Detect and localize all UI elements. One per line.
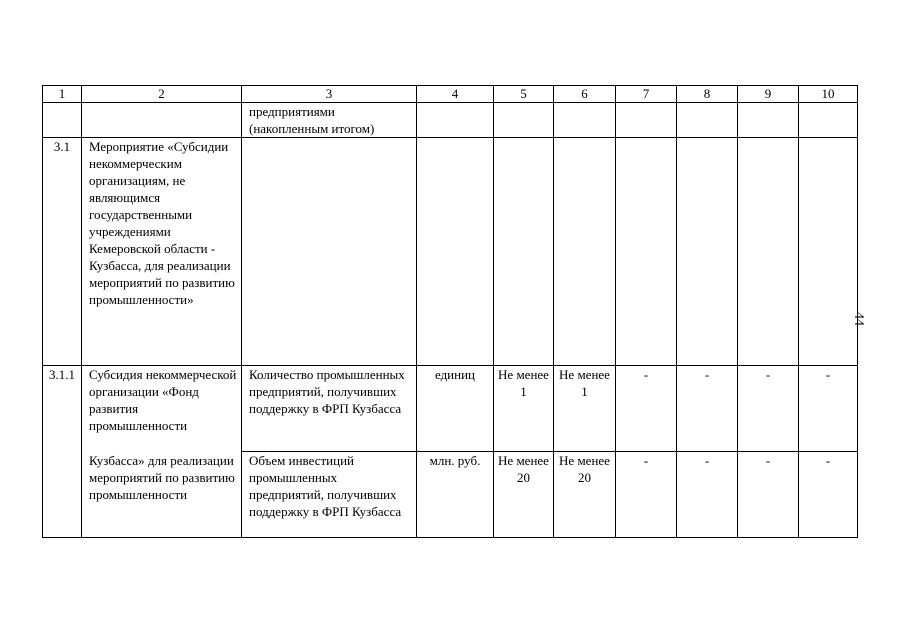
table-cell	[494, 103, 554, 138]
column-number-7: 7	[616, 86, 677, 103]
table-cell	[43, 452, 82, 538]
table-cell	[616, 138, 677, 366]
unit: млн. руб.	[417, 452, 494, 538]
table-cell	[554, 103, 616, 138]
table-row	[43, 366, 858, 452]
table-cell	[677, 103, 738, 138]
table-cell	[799, 103, 858, 138]
table-row	[43, 452, 858, 538]
column-number-row	[43, 86, 858, 103]
column-number-10: 10	[799, 86, 858, 103]
value-col-8: -	[677, 366, 738, 452]
subsidy-name: Субсидия некоммерческой организации «Фонд развития промышленности	[82, 366, 242, 452]
column-number-8: 8	[677, 86, 738, 103]
indicator-continuation: предприятиями (накопленным итогом)	[242, 103, 417, 138]
unit: единиц	[417, 366, 494, 452]
indicator-name: Количество промышленных предприятий, получивших поддержку в ФРП Кузбасса	[242, 366, 417, 452]
program-table	[42, 85, 858, 538]
column-number-1: 1	[43, 86, 82, 103]
table-cell	[43, 103, 82, 138]
value-col-6: Не менее 20	[554, 452, 616, 538]
column-number-9: 9	[738, 86, 799, 103]
table-cell	[738, 103, 799, 138]
value-col-5: Не менее 1	[494, 366, 554, 452]
item-number: 3.1.1	[43, 366, 82, 452]
item-number: 3.1	[43, 138, 82, 366]
table-cell	[494, 138, 554, 366]
column-number-4: 4	[417, 86, 494, 103]
table-cell	[554, 138, 616, 366]
value-col-9: -	[738, 366, 799, 452]
measure-name: Мероприятие «Субсидии некоммерческим организациям, не являющимся государственными учреждениями Кемеровской области - Кузбасса, для реализации мероприятий по развитию промышленности»	[82, 138, 242, 366]
column-number-2: 2	[82, 86, 242, 103]
indicator-name: Объем инвестиций промышленных предприятий, получивших поддержку в ФРП Кузбасса	[242, 452, 417, 538]
value-col-7: -	[616, 366, 677, 452]
value-col-5: Не менее 20	[494, 452, 554, 538]
value-col-10: -	[799, 452, 858, 538]
table-cell	[616, 103, 677, 138]
table-cell	[677, 138, 738, 366]
table-cell	[738, 138, 799, 366]
page-number: 44	[851, 312, 866, 326]
column-number-3: 3	[242, 86, 417, 103]
table-cell	[417, 103, 494, 138]
column-number-6: 6	[554, 86, 616, 103]
table-cell	[799, 138, 858, 366]
value-col-8: -	[677, 452, 738, 538]
value-col-10: -	[799, 366, 858, 452]
column-number-5: 5	[494, 86, 554, 103]
table-cell	[82, 103, 242, 138]
subsidy-name-continued: Кузбасса» для реализации мероприятий по развитию промышленности	[82, 452, 242, 538]
table-cell	[417, 138, 494, 366]
value-col-7: -	[616, 452, 677, 538]
table-cell	[242, 138, 417, 366]
value-col-6: Не менее 1	[554, 366, 616, 452]
table-row	[43, 103, 858, 138]
value-col-9: -	[738, 452, 799, 538]
table-row	[43, 138, 858, 366]
